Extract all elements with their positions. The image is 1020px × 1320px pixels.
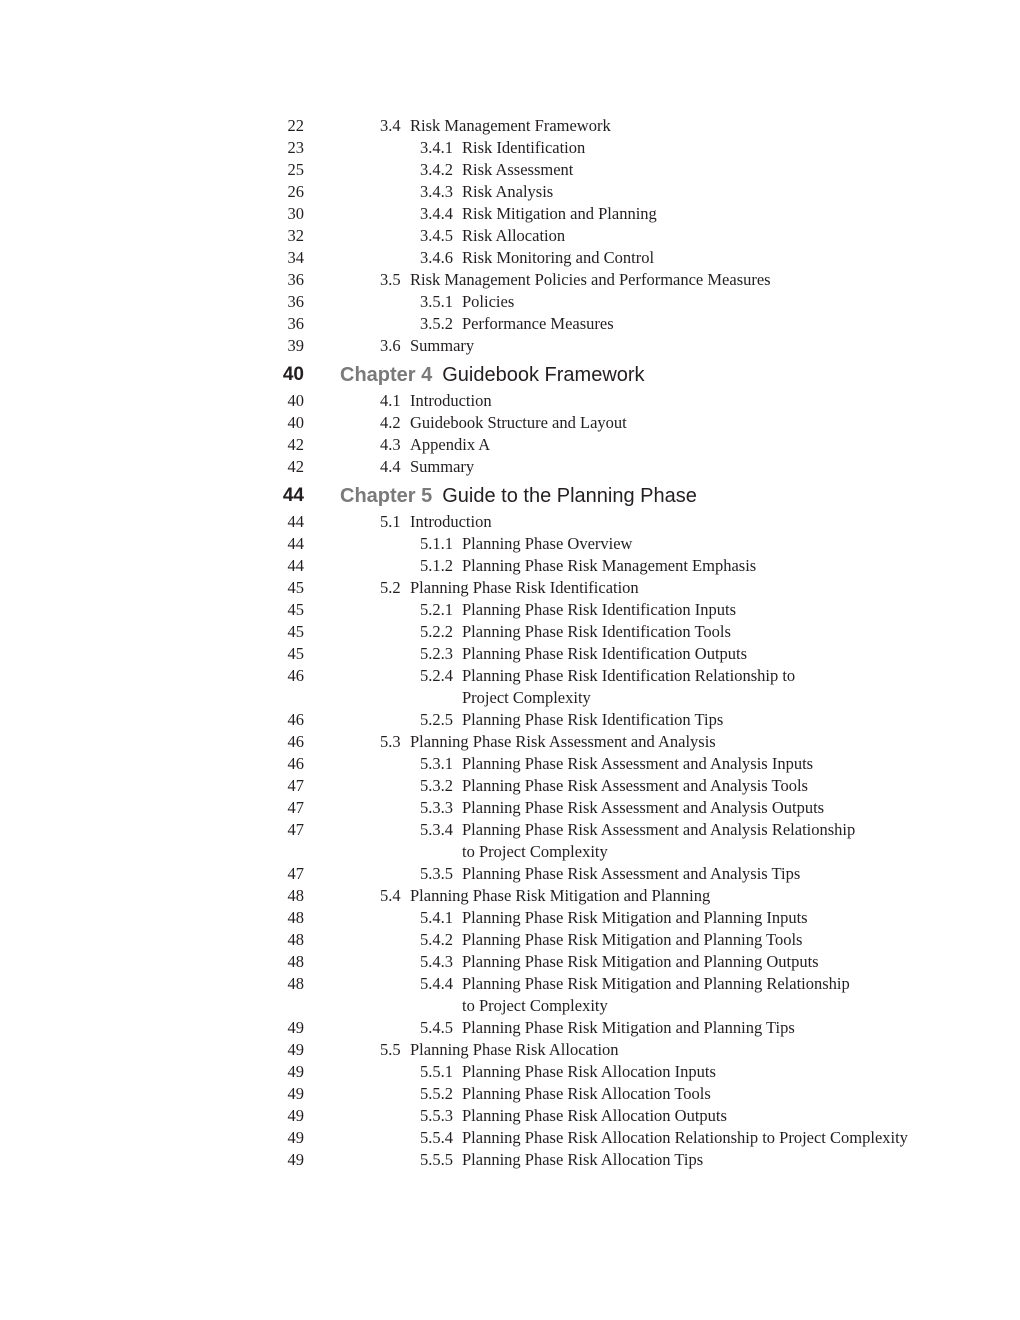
page-number: 36: [287, 292, 304, 311]
toc-entry-5-4-4[interactable]: [0, 973, 1020, 995]
section-number: 3.4.1: [420, 138, 453, 157]
section-title: Planning Phase Risk Assessment and Analysis Tools: [462, 776, 808, 795]
section-title: Planning Phase Risk Management Emphasis: [462, 556, 757, 575]
page-number: 46: [287, 732, 304, 751]
section-number: 5.5.5: [420, 1150, 453, 1169]
page-number: 45: [287, 578, 304, 597]
page-number: 48: [287, 974, 304, 993]
toc-entry-5-5-5[interactable]: [0, 1149, 1020, 1171]
section-title: Summary: [410, 457, 475, 476]
toc-entry-3-5[interactable]: [0, 269, 1020, 291]
chapter-label: Chapter 4: [340, 364, 433, 386]
section-title: Guidebook Structure and Layout: [410, 413, 627, 432]
section-title: Planning Phase Risk Allocation Relationship to Project Complexity: [462, 1128, 908, 1147]
page-number: 23: [287, 138, 304, 157]
section-number: 5.5.3: [420, 1106, 453, 1125]
section-number: 5.3.4: [420, 820, 453, 839]
section-number: 5.1.1: [420, 534, 453, 553]
section-number: 4.3: [380, 435, 401, 454]
toc-entry-5-4[interactable]: [0, 885, 1020, 907]
toc-entry-3-4-3[interactable]: [0, 181, 1020, 203]
page-number: 49: [287, 1062, 304, 1081]
toc-entry-5-2-4-continued[interactable]: [0, 687, 1020, 709]
section-number: 5.4.3: [420, 952, 453, 971]
page-number: 45: [287, 600, 304, 619]
page-number: 44: [287, 534, 304, 553]
section-title-continued: Project Complexity: [462, 688, 591, 707]
section-number: 4.2: [380, 413, 401, 432]
page-number: 26: [287, 182, 304, 201]
page-number: 49: [287, 1040, 304, 1059]
section-number: 3.5.1: [420, 292, 453, 311]
section-number: 5.2.2: [420, 622, 453, 641]
section-title: Planning Phase Risk Assessment and Analysis Inputs: [462, 754, 814, 773]
section-number: 5.4.4: [420, 974, 453, 993]
section-title: Planning Phase Risk Identification Outputs: [462, 644, 748, 663]
page-number: 44: [287, 512, 304, 531]
toc-entry-5-1-2[interactable]: [0, 555, 1020, 577]
page-number: 39: [287, 336, 304, 355]
page-number: 45: [287, 644, 304, 663]
toc-entry-4-3[interactable]: [0, 434, 1020, 456]
toc-entry-3-4-5[interactable]: [0, 225, 1020, 247]
page-number: 48: [287, 930, 304, 949]
page-number: 49: [287, 1106, 304, 1125]
section-number: 5.3.2: [420, 776, 453, 795]
toc-entry-5-5-2[interactable]: [0, 1083, 1020, 1105]
page-number: 49: [287, 1084, 304, 1103]
section-title: Planning Phase Overview: [462, 534, 633, 553]
page-number: 47: [287, 820, 304, 839]
toc-entry-5-2[interactable]: [0, 577, 1020, 599]
chapter-title: Guidebook Framework: [442, 364, 645, 386]
page-number: 47: [287, 776, 304, 795]
section-title: Risk Identification: [462, 138, 586, 157]
section-number: 5.3: [380, 732, 401, 751]
section-number: 3.4: [380, 116, 401, 135]
section-number: 3.5.2: [420, 314, 453, 333]
toc-entry-5-3-2[interactable]: [0, 775, 1020, 797]
section-title: Planning Phase Risk Mitigation and Planning Outputs: [462, 952, 819, 971]
section-number: 4.4: [380, 457, 401, 476]
toc-entry-5-5[interactable]: [0, 1039, 1020, 1061]
toc-entry-5-3-3[interactable]: [0, 797, 1020, 819]
toc-entry-4-4[interactable]: [0, 456, 1020, 478]
page-number: 40: [287, 413, 304, 432]
section-number: 5.4.5: [420, 1018, 453, 1037]
section-number: 5.2.5: [420, 710, 453, 729]
section-title-continued: to Project Complexity: [462, 842, 608, 861]
toc-entry-3-5-1[interactable]: [0, 291, 1020, 313]
section-title: Appendix A: [410, 435, 491, 454]
toc-entry-5-4-4-continued[interactable]: [0, 995, 1020, 1017]
section-title: Risk Analysis: [462, 182, 554, 201]
section-title: Planning Phase Risk Identification Inputs: [462, 600, 737, 619]
section-title: Planning Phase Risk Mitigation and Planning Inputs: [462, 908, 808, 927]
toc-entry-3-4-4[interactable]: [0, 203, 1020, 225]
section-number: 3.5: [380, 270, 401, 289]
section-number: 5.2.4: [420, 666, 453, 685]
toc-entry-5-3-5[interactable]: [0, 863, 1020, 885]
page-number: 49: [287, 1018, 304, 1037]
toc-entry-5-5-1[interactable]: [0, 1061, 1020, 1083]
page-number: 46: [287, 754, 304, 773]
section-title: Summary: [410, 336, 475, 355]
section-number: 5.4: [380, 886, 401, 905]
toc-entry-5-2-1[interactable]: [0, 599, 1020, 621]
page-number: 42: [287, 457, 304, 476]
toc-chapter-5[interactable]: [0, 481, 1020, 511]
section-number: 5.5.2: [420, 1084, 453, 1103]
page-number: 46: [287, 710, 304, 729]
section-title: Planning Phase Risk Identification Relationship to: [462, 666, 796, 685]
page-number: 47: [287, 798, 304, 817]
section-number: 3.4.3: [420, 182, 453, 201]
section-title: Risk Management Framework: [410, 116, 611, 135]
toc-entry-4-2[interactable]: [0, 412, 1020, 434]
page-number: 45: [287, 622, 304, 641]
section-number: 3.4.2: [420, 160, 453, 179]
page-number: 49: [287, 1128, 304, 1147]
section-title: Planning Phase Risk Assessment and Analysis Relationship: [462, 820, 856, 839]
section-title: Planning Phase Risk Allocation: [410, 1040, 619, 1059]
section-number: 5.3.1: [420, 754, 453, 773]
section-title: Introduction: [410, 512, 492, 531]
page-number: 32: [287, 226, 304, 245]
section-number: 5.5.1: [420, 1062, 453, 1081]
page-number: 48: [287, 952, 304, 971]
section-title: Planning Phase Risk Mitigation and Planning Tips: [462, 1018, 795, 1037]
section-title: Risk Monitoring and Control: [462, 248, 655, 267]
page-number: 34: [287, 248, 304, 267]
toc-entry-5-4-2[interactable]: [0, 929, 1020, 951]
toc-entry-5-3-4[interactable]: [0, 819, 1020, 841]
section-title: Planning Phase Risk Identification Tips: [462, 710, 724, 729]
toc-entry-5-1-1[interactable]: [0, 533, 1020, 555]
section-number: 3.4.5: [420, 226, 453, 245]
section-number: 3.4.6: [420, 248, 453, 267]
page-number: 48: [287, 908, 304, 927]
section-number: 5.3.5: [420, 864, 453, 883]
section-number: 3.6: [380, 336, 401, 355]
section-number: 5.5: [380, 1040, 401, 1059]
page-number: 22: [287, 116, 304, 135]
section-number: 5.4.1: [420, 908, 453, 927]
section-title: Risk Mitigation and Planning: [462, 204, 657, 223]
toc-entry-5-2-2[interactable]: [0, 621, 1020, 643]
section-number: 5.2.3: [420, 644, 453, 663]
toc-entry-5-3-4-continued[interactable]: [0, 841, 1020, 863]
section-number: 4.1: [380, 391, 401, 410]
toc-entry-3-4-2[interactable]: [0, 159, 1020, 181]
page-number: 25: [287, 160, 304, 179]
chapter-title: Guide to the Planning Phase: [442, 485, 697, 507]
section-title: Policies: [462, 292, 515, 311]
page-number: 44: [287, 556, 304, 575]
section-title: Risk Allocation: [462, 226, 566, 245]
page-number: 30: [287, 204, 304, 223]
section-title: Planning Phase Risk Identification: [410, 578, 639, 597]
page-number: 46: [287, 666, 304, 685]
toc-entry-3-4[interactable]: [0, 115, 1020, 137]
section-title: Planning Phase Risk Identification Tools: [462, 622, 731, 641]
chapter-label: Chapter 5: [340, 485, 433, 507]
page-number: 42: [287, 435, 304, 454]
toc-entry-5-2-4[interactable]: [0, 665, 1020, 687]
page-number: 48: [287, 886, 304, 905]
toc-entry-3-6[interactable]: [0, 335, 1020, 357]
chapter-page-number: 44: [282, 485, 304, 506]
toc-entry-5-5-3[interactable]: [0, 1105, 1020, 1127]
section-number: 5.1.2: [420, 556, 453, 575]
section-number: 3.4.4: [420, 204, 453, 223]
section-title: Risk Management Policies and Performance Measures: [410, 270, 771, 289]
chapter-page-number: 40: [282, 364, 304, 385]
toc-entry-4-1[interactable]: [0, 390, 1020, 412]
section-title: Planning Phase Risk Mitigation and Planning Tools: [462, 930, 803, 949]
page-number: 47: [287, 864, 304, 883]
section-title: Planning Phase Risk Allocation Tips: [462, 1150, 704, 1169]
toc-chapter-4[interactable]: [0, 360, 1020, 390]
section-number: 5.5.4: [420, 1128, 453, 1147]
section-number: 5.3.3: [420, 798, 453, 817]
section-title: Planning Phase Risk Mitigation and Planning: [410, 886, 711, 905]
section-title: Risk Assessment: [462, 160, 574, 179]
toc-entry-5-2-5[interactable]: [0, 709, 1020, 731]
toc-entry-5-1[interactable]: [0, 511, 1020, 533]
toc-entry-5-4-3[interactable]: [0, 951, 1020, 973]
toc-entry-5-2-3[interactable]: [0, 643, 1020, 665]
section-title: Planning Phase Risk Assessment and Analysis Tips: [462, 864, 801, 883]
toc-entry-5-4-1[interactable]: [0, 907, 1020, 929]
section-number: 5.1: [380, 512, 401, 531]
table-of-contents: [0, 115, 1020, 1171]
toc-entry-5-5-4[interactable]: [0, 1127, 1020, 1149]
section-title: Planning Phase Risk Mitigation and Planning Relationship: [462, 974, 850, 993]
section-title: Introduction: [410, 391, 492, 410]
section-number: 5.2.1: [420, 600, 453, 619]
section-title-continued: to Project Complexity: [462, 996, 608, 1015]
page-number: 40: [287, 391, 304, 410]
toc-entry-3-4-1[interactable]: [0, 137, 1020, 159]
toc-entry-5-4-5[interactable]: [0, 1017, 1020, 1039]
section-title: Planning Phase Risk Assessment and Analysis: [410, 732, 716, 751]
section-title: Performance Measures: [462, 314, 614, 333]
section-title: Planning Phase Risk Allocation Outputs: [462, 1106, 727, 1125]
toc-entry-3-4-6[interactable]: [0, 247, 1020, 269]
page-number: 36: [287, 270, 304, 289]
page-number: 49: [287, 1150, 304, 1169]
toc-entry-5-3-1[interactable]: [0, 753, 1020, 775]
section-title: Planning Phase Risk Assessment and Analysis Outputs: [462, 798, 825, 817]
section-title: Planning Phase Risk Allocation Inputs: [462, 1062, 716, 1081]
section-title: Planning Phase Risk Allocation Tools: [462, 1084, 711, 1103]
toc-entry-5-3[interactable]: [0, 731, 1020, 753]
page-number: 36: [287, 314, 304, 333]
section-number: 5.2: [380, 578, 401, 597]
toc-entry-3-5-2[interactable]: [0, 313, 1020, 335]
section-number: 5.4.2: [420, 930, 453, 949]
